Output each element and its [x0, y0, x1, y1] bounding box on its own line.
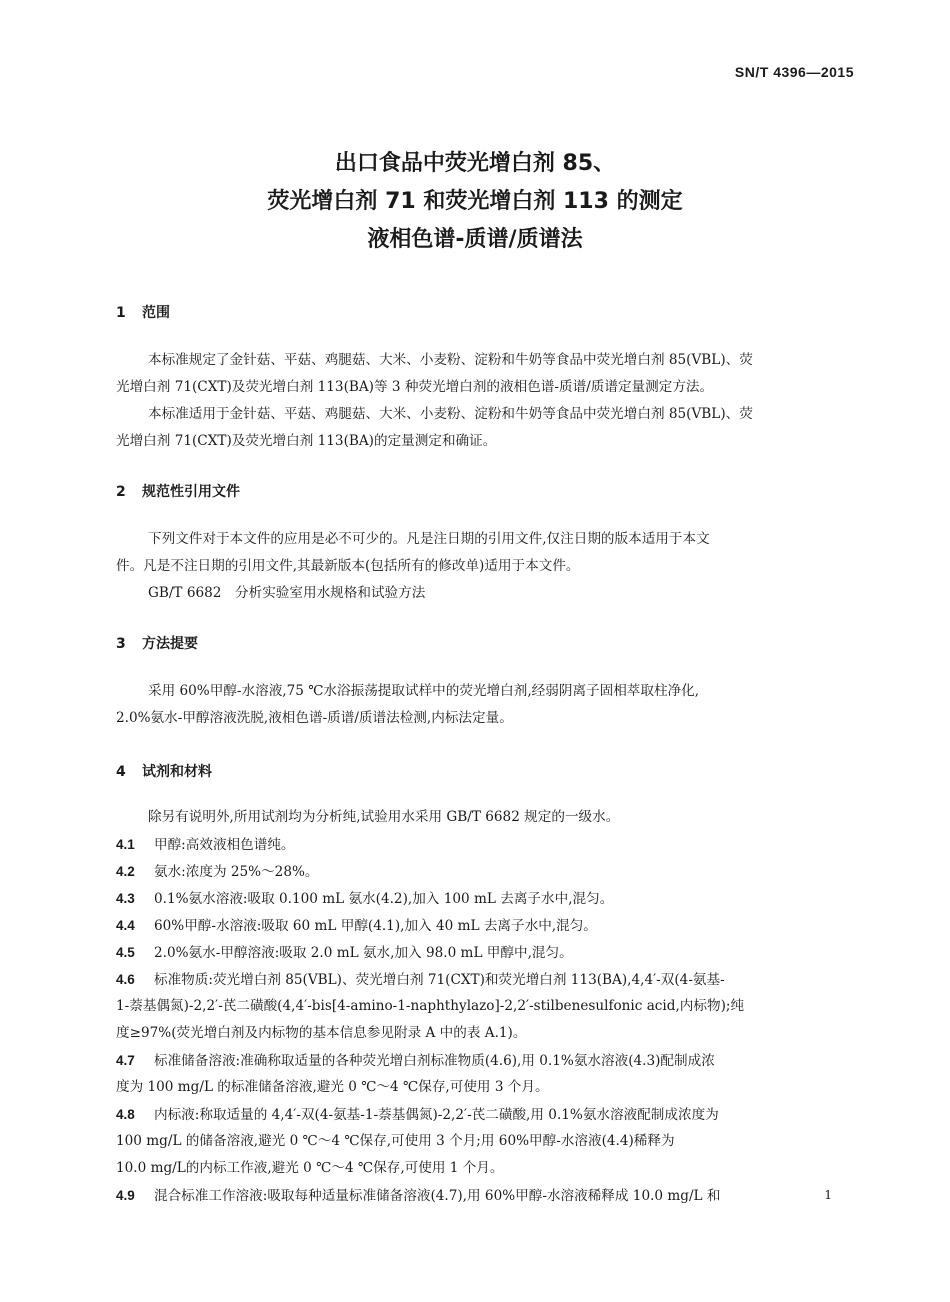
section-number: 1: [116, 305, 126, 321]
section-title: 规范性引用文件: [142, 484, 240, 500]
paragraph-line: 光增白剂 71(CXT)及荧光增白剂 113(BA)的定量测定和确证。: [116, 433, 497, 449]
item-text: 60%甲醇-水溶液:吸取 60 mL 甲醇(4.1),加入 40 mL 去离子水中,混匀。: [154, 918, 597, 934]
list-item: [116, 1182, 856, 1209]
section-number: 3: [116, 636, 126, 652]
paragraph-line: 下列文件对于本文件的应用是必不可少的。凡是注日期的引用文件,仅注日期的版本适用于本文: [148, 531, 710, 547]
item-text: 混合标准工作溶液:吸取每种适量标准储备溶液(4.7),用 60%甲醇-水溶液稀释成 10.0 mg/L 和: [154, 1188, 721, 1204]
item-text-continued: 1-萘基偶氮)-2,2′-芪二磺酸(4,4′-bis[4-amino-1-naphthylazo]-2,2′-stilbenesulfonic acid,内标物);纯: [116, 998, 745, 1014]
item-number: 4.3: [116, 891, 135, 906]
title-line-2: 荧光增白剂 71 和荧光增白剂 113 的测定: [267, 189, 683, 214]
item-text: 内标液:称取适量的 4,4′-双(4-氨基-1-萘基偶氮)-2,2′-芪二磺酸,用 0.1%氨水溶液配制成浓度为: [154, 1107, 719, 1123]
item-text: 氨水:浓度为 25%～28%。: [154, 864, 319, 880]
section-2-body: [116, 526, 856, 607]
item-text: 甲醇:高效液相色谱纯。: [154, 837, 295, 853]
page-number: 1: [824, 1188, 832, 1202]
paragraph-line: 本标准适用于金针菇、平菇、鸡腿菇、大米、小麦粉、淀粉和牛奶等食品中荧光增白剂 85(VBL)、荧: [148, 406, 753, 422]
list-item: [116, 885, 856, 912]
item-text: 0.1%氨水溶液:吸取 0.100 mL 氨水(4.2),加入 100 mL 去离子水中,混匀。: [154, 891, 614, 907]
item-text-continued: 100 mg/L 的储备溶液,避光 0 ℃～4 ℃保存,可使用 3 个月;用 60%甲醇-水溶液(4.4)稀释为: [116, 1133, 675, 1149]
list-item: [116, 1101, 856, 1128]
normative-reference: GB/T 6682 分析实验室用水规格和试验方法: [148, 585, 426, 601]
section-title: 方法提要: [142, 636, 198, 652]
section-3-body: [116, 678, 856, 732]
section-4-heading: [116, 761, 212, 781]
item-number: 4.4: [116, 918, 135, 933]
item-text: 标准物质:荧光增白剂 85(VBL)、荧光增白剂 71(CXT)和荧光增白剂 113(BA),4,4′-双(4-氨基-: [154, 972, 725, 988]
list-item: [116, 939, 856, 966]
list-item: [116, 912, 856, 939]
list-item: [116, 831, 856, 858]
item-text-continued: 度为 100 mg/L 的标准储备溶液,避光 0 ℃～4 ℃保存,可使用 3 个月。: [116, 1079, 549, 1095]
item-number: 4.6: [116, 972, 135, 987]
section-title: 范围: [142, 305, 170, 321]
item-number: 4.5: [116, 945, 135, 960]
standard-number: SN/T 4396—2015: [734, 64, 854, 80]
list-item: [116, 966, 856, 993]
item-text: 2.0%氨水-甲醇溶液:吸取 2.0 mL 氨水,加入 98.0 mL 甲醇中,混匀。: [154, 945, 573, 961]
item-number: 4.7: [116, 1053, 135, 1068]
section-title: 试剂和材料: [142, 764, 212, 780]
item-number: 4.2: [116, 864, 135, 879]
section-intro: 除另有说明外,所用试剂均为分析纯,试验用水采用 GB/T 6682 规定的一级水。: [148, 809, 620, 825]
section-4-body: [116, 804, 856, 1209]
paragraph-line: 采用 60%甲醇-水溶液,75 ℃水浴振荡提取试样中的荧光增白剂,经弱阴离子固相萃取柱净化,: [148, 683, 700, 699]
section-2-heading: [116, 481, 240, 501]
item-text-continued: 度≥97%(荧光增白剂及内标物的基本信息参见附录 A 中的表 A.1)。: [116, 1025, 527, 1041]
item-text-continued: 10.0 mg/L的内标工作液,避光 0 ℃～4 ℃保存,可使用 1 个月。: [116, 1160, 504, 1176]
paragraph-line: 光增白剂 71(CXT)及荧光增白剂 113(BA)等 3 种荧光增白剂的液相色谱-质谱/质谱定量测定方法。: [116, 379, 714, 395]
title-line-1: 出口食品中荧光增白剂 85、: [334, 151, 616, 176]
item-text: 标准储备溶液:准确称取适量的各种荧光增白剂标准物质(4.6),用 0.1%氨水溶液(4.3)配制成浓: [154, 1053, 715, 1069]
list-item: [116, 858, 856, 885]
item-number: 4.9: [116, 1188, 135, 1203]
list-item: [116, 1047, 856, 1074]
paragraph-line: 件。凡是不注日期的引用文件,其最新版本(包括所有的修改单)适用于本文件。: [116, 558, 580, 574]
paragraph-line: 2.0%氨水-甲醇溶液洗脱,液相色谱-质谱/质谱法检测,内标法定量。: [116, 710, 513, 726]
section-1-heading: [116, 302, 170, 322]
title-line-3: 液相色谱-质谱/质谱法: [367, 227, 583, 252]
section-number: 2: [116, 484, 126, 500]
paragraph-line: 本标准规定了金针菇、平菇、鸡腿菇、大米、小麦粉、淀粉和牛奶等食品中荧光增白剂 85(VBL)、荧: [148, 352, 753, 368]
section-number: 4: [116, 764, 126, 780]
item-number: 4.8: [116, 1107, 135, 1122]
item-number: 4.1: [116, 837, 135, 852]
section-1-body: [116, 347, 856, 455]
section-3-heading: [116, 633, 198, 653]
